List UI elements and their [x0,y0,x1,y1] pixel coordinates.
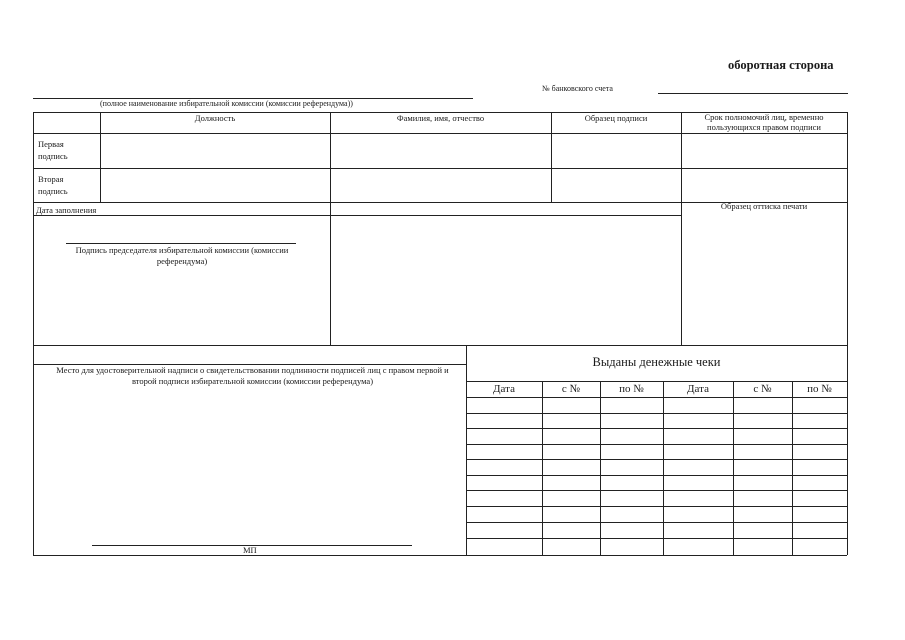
cheques-row-line [466,413,847,414]
cheques-col-to-2: по № [807,383,832,395]
cheques-row-line [466,428,847,429]
cheques-row-line [466,475,847,476]
side-title: оборотная сторона [728,58,834,72]
bank-account-label: № банковского счета [542,84,613,93]
sig-col-line-2 [330,112,331,345]
cheques-col-date-1: Дата [493,383,515,395]
cheques-col-from-2: с № [753,383,772,395]
cheques-title: Выданы денежные чеки [592,355,721,369]
cheques-col-from-1: с № [561,383,581,395]
commission-name-caption: (полное наименование избирательной комиссии (комиссии референдума)) [100,99,353,108]
certification-text: Место для удостоверительной надписи о свидетельствовании подлинности подписей лиц с правом первой и второй подписи избирательной комиссии (комиссии референдума) [56,365,449,386]
col-header-signature-sample: Образец подписи [584,113,648,123]
row-label-first-signature: Первая подпись [38,139,68,161]
cheques-row-line [466,444,847,445]
bank-account-line [658,93,848,94]
sig-col-line-1 [100,112,101,202]
bottom-split-line [466,345,467,555]
cheques-col-line-5 [792,381,793,555]
cheques-row-line [466,506,847,507]
frame-left [33,112,34,555]
frame-right [847,112,848,555]
frame-bottom [33,555,847,556]
cheques-row-line [466,459,847,460]
cheques-col-line-1 [542,381,543,555]
fill-date-label: Дата заполнения [36,205,97,215]
cheques-row-line [466,522,847,523]
col-header-full-name: Фамилия, имя, отчество [396,113,485,123]
sig-header-line [33,133,847,134]
sig-col-line-4 [681,112,682,345]
row-label-second-signature: Вторая подпись [38,174,68,196]
cheques-header-top [466,381,847,382]
sig-row-line [33,168,847,169]
cheques-col-line-4 [733,381,734,555]
cheques-row-line [466,490,847,491]
cheques-col-line-3 [663,381,664,555]
middle-divider [33,345,847,346]
cheques-col-date-2: Дата [687,383,709,395]
chairman-signature-caption: Подпись председателя избирательной комиссии (комиссии референдума) [75,245,289,266]
chairman-signature-line [66,243,296,244]
cheques-header-bottom [466,397,847,398]
cheques-row-line [466,538,847,539]
cheques-col-line-2 [600,381,601,555]
stamp-sample-label: Образец оттиска печати [720,201,808,211]
cheques-col-to-1: по № [619,383,644,395]
fill-date-line [33,215,681,216]
mp-label: МП [243,545,257,555]
sig-col-line-3 [551,112,552,202]
col-header-position: Должность [194,113,236,123]
col-header-authority-term: Срок полномочий лиц, временно пользующихся правом подписи [704,112,824,132]
